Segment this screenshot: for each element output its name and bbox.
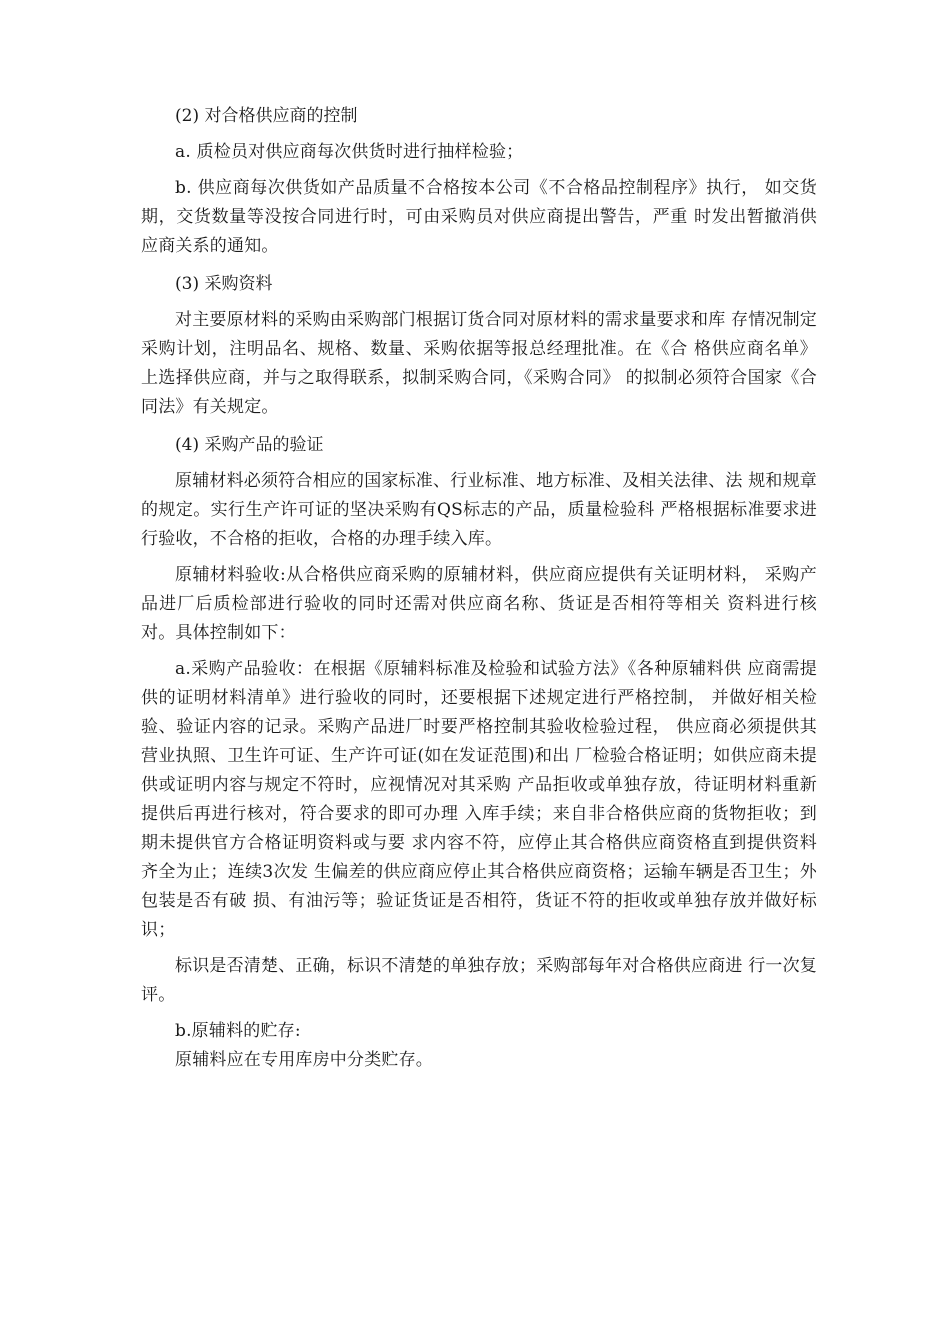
paragraph-material-acceptance: 原辅材料验收:从合格供应商采购的原辅材料，供应商应提供有关证明材料， 采购产品进厂后质检部进行验收的同时还需对供应商名称、货证是否相符等相关 资料进行核对。具体控制如下： [141,565,817,643]
paragraph-storage: 原辅料应在专用库房中分类贮存。 [175,1050,433,1070]
paragraph-labeling: 标识是否清楚、正确，标识不清楚的单独存放；采购部每年对合格供应商进 行一次复评。 [141,956,818,1005]
paragraph-procurement-plan: 对主要原材料的采购由采购部门根据订货合同对原材料的需求量要求和库 存情况制定采购计划，注明品名、规格、数量、采购依据等报总经理批准。在《合 格供应商名单》上选择供应商，并与之取得联系，拟制采购合同，《采购合同》 的拟制必须符合国家《合同法》有关规定。 [141,310,818,417]
paragraph-standards: 原辅材料必须符合相应的国家标准、行业标准、地方标准、及相关法律、法 规和规章的规定。实行生产许可证的坚决采购有QS标志的产品，质量检验科 严格根据标准要求进行验收，不合格的拒收，合格的办理手续入库。 [141,471,818,549]
section-heading-3: (3) 采购资料 [175,274,273,294]
document-body [141,102,817,1075]
paragraph-nonconforming-supply: b. 供应商每次供货如产品质量不合格按本公司《不合格品控制程序》执行， 如交货期，交货数量等没按合同进行时，可由采购员对供应商提出警告，严重 时发出暂撤消供应商关系的通知。 [141,178,817,256]
paragraph-acceptance-controls: a.采购产品验收：在根据《原辅料标准及检验和试验方法》《各种原辅料供 应商需提供的证明材料清单》进行验收的同时，还要根据下述规定进行严格控制， 并做好相关检验、验证内容的记录。采购产品进厂时要严格控制其验收检验过程， 供应商必须提供其营业执照、卫生许可证、生产许可证(如在发证范围)和出 厂检验合格证明；如供应商未提供或证明内容与规定不符时，应视情况对其采购 产品拒收或单独存放，待证明材料重新提供后再进行核对，符合要求的即可办理 入库手续；来自非合格供应商的货物拒收；到期未提供官方合格证明资料或与要 求内容不符，应停止其合格供应商资格直到提供资料齐全为止；连续3次发 生偏差的供应商应停止其合格供应商资格；运输车辆是否卫生；外包装是否有破 损、有油污等；验证货证是否相符，货证不符的拒收或单独存放并做好标识； [141,659,817,940]
section-heading-2: (2) 对合格供应商的控制 [175,106,358,126]
paragraph-sampling-inspection: a. 质检员对供应商每次供货时进行抽样检验； [175,142,524,162]
paragraph-storage-heading: b.原辅料的贮存: [175,1021,301,1041]
section-heading-4: (4) 采购产品的验证 [175,435,324,455]
